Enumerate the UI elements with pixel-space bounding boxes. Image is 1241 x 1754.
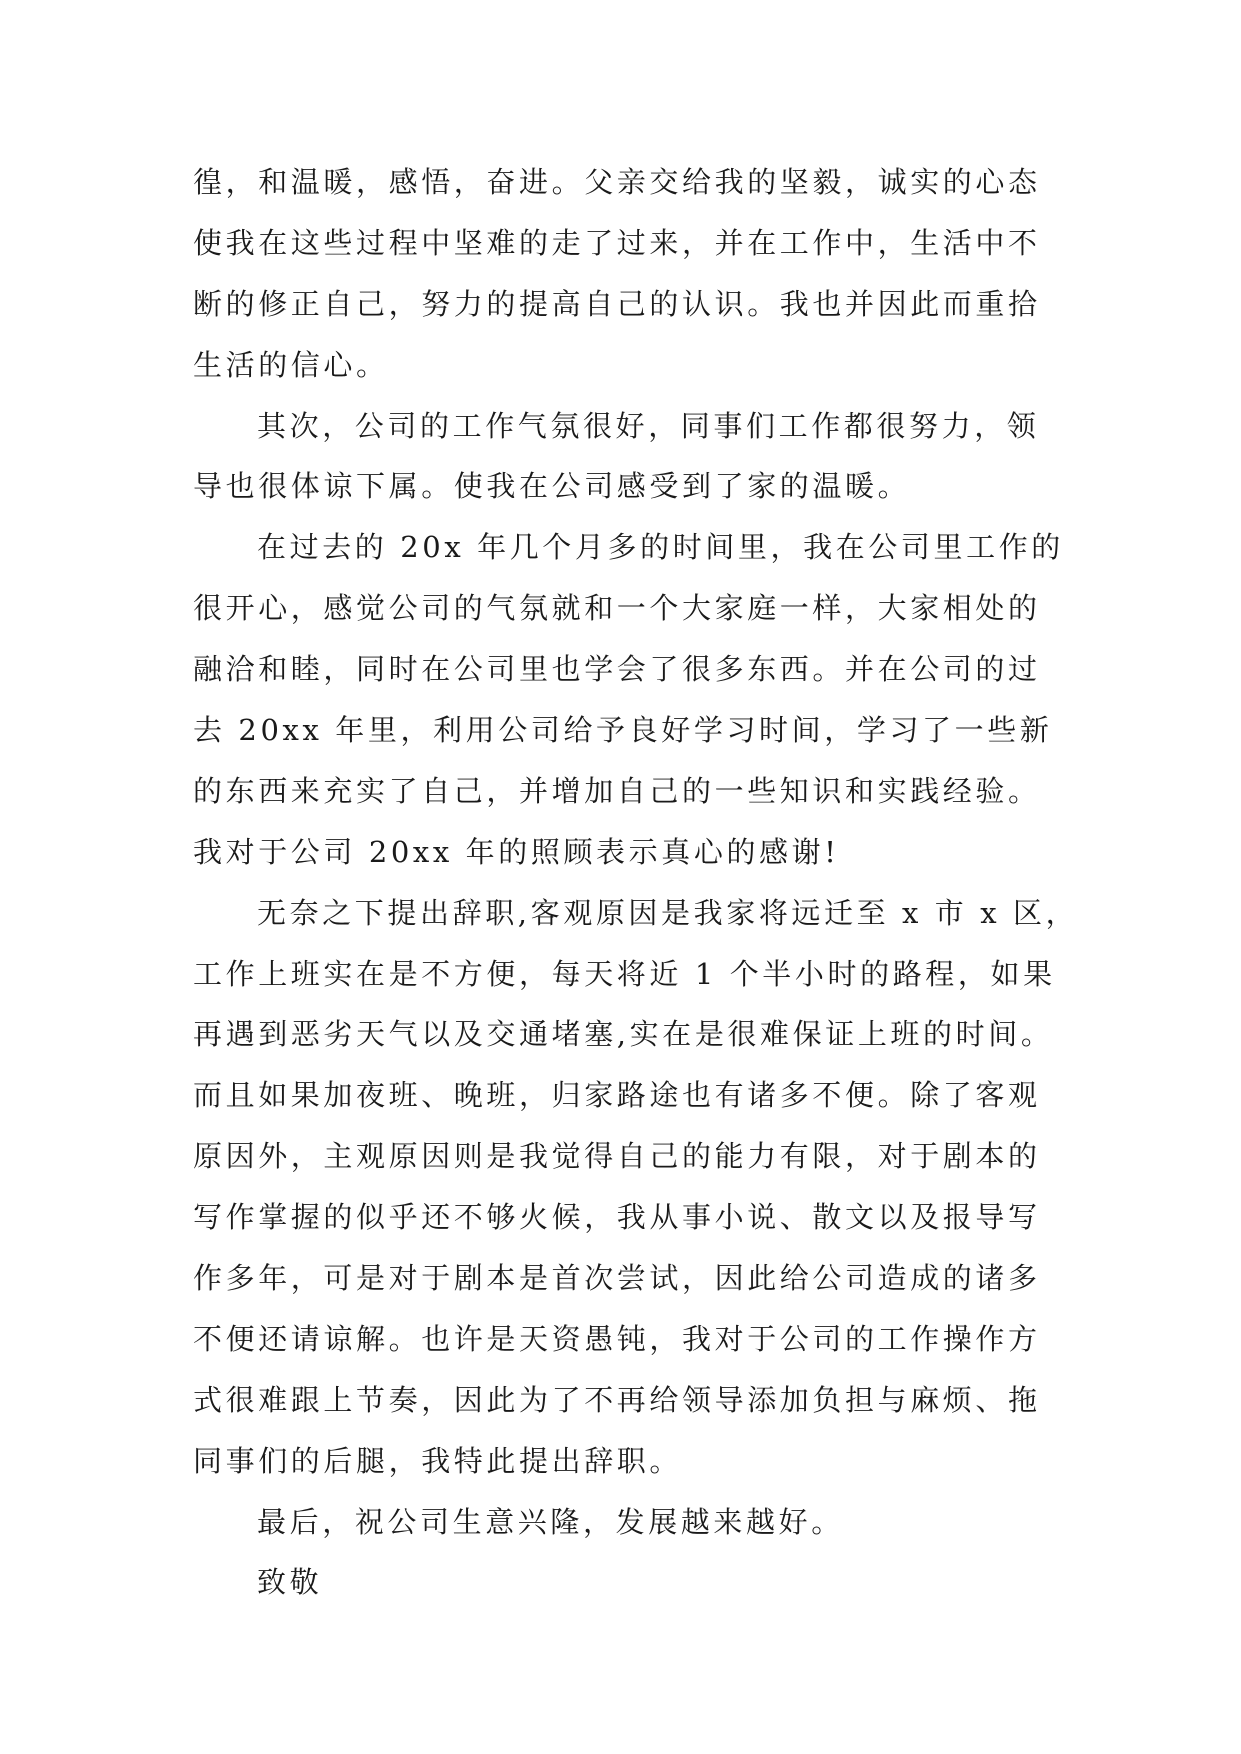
text-line: 同事们的后腿，我特此提出辞职。 <box>193 1443 683 1478</box>
text-line: 式很难跟上节奏，因此为了不再给领导添加负担与麻烦、拖 <box>193 1382 1041 1417</box>
text-line: 断的修正自己，努力的提高自己的认识。我也并因此而重拾 <box>193 286 1041 321</box>
text-line: 很开心，感觉公司的气氛就和一个大家庭一样，大家相处的 <box>193 591 1041 626</box>
text-line: 生活的信心。 <box>193 347 389 382</box>
text-line: 使我在这些过程中坚难的走了过来，并在工作中，生活中不 <box>193 225 1041 260</box>
text-line: 作多年，可是对于剧本是首次尝试，因此给公司造成的诸多 <box>193 1261 1041 1296</box>
text-line: 不便还请谅解。也许是天资愚钝，我对于公司的工作操作方 <box>193 1321 1041 1356</box>
paragraph-first-line: 致敬 <box>257 1565 323 1600</box>
text-line: 融洽和睦，同时在公司里也学会了很多东西。并在公司的过 <box>193 652 1041 687</box>
text-line: 再遇到恶劣天气以及交通堵塞,实在是很难保证上班的时间。 <box>193 1017 1054 1052</box>
letter-body <box>193 152 1079 1613</box>
text-line: 去 20xx 年里，利用公司给予良好学习时间，学习了一些新 <box>193 713 1053 748</box>
text-line: 而且如果加夜班、晚班，归家路途也有诸多不便。除了客观 <box>193 1078 1041 1113</box>
text-line: 的东西来充实了自己，并增加自己的一些知识和实践经验。 <box>193 773 1041 808</box>
text-line: 工作上班实在是不方便，每天将近 1 个半小时的路程，如果 <box>193 956 1056 991</box>
paragraph-first-line: 其次，公司的工作气氛很好，同事们工作都很努力，领 <box>257 408 1040 443</box>
paragraph-first-line: 在过去的 20x 年几个月多的时间里，我在公司里工作的 <box>257 530 1064 565</box>
text-line: 导也很体谅下属。使我在公司感受到了家的温暖。 <box>193 469 911 504</box>
text-line: 写作掌握的似乎还不够火候，我从事小说、散文以及报导写 <box>193 1200 1041 1235</box>
text-line: 徨，和温暖，感悟，奋进。父亲交给我的坚毅，诚实的心态 <box>193 165 1041 199</box>
paragraph-first-line: 无奈之下提出辞职,客观原因是我家将远迁至 x 市 x 区， <box>257 895 1079 930</box>
text-line: 原因外，主观原因则是我觉得自己的能力有限，对于剧本的 <box>193 1139 1041 1174</box>
text-line: 我对于公司 20xx 年的照顾表示真心的感谢! <box>193 834 840 869</box>
paragraph-first-line: 最后，祝公司生意兴隆，发展越来越好。 <box>257 1504 844 1539</box>
